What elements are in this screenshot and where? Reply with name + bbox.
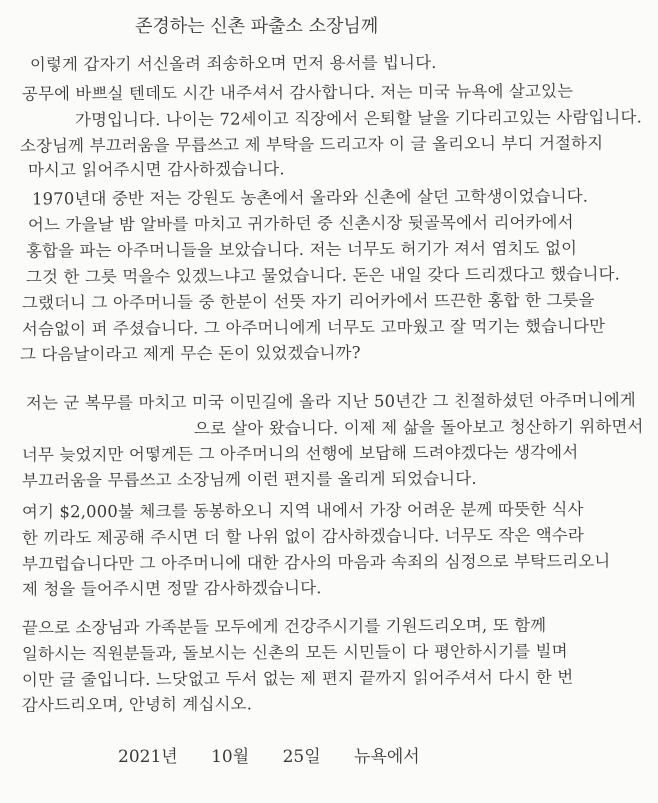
letter-date-year: 2021년: [118, 747, 178, 767]
letter-date-month: 10월: [211, 747, 250, 767]
letter-line: 이만 글 줄입니다. 느닷없고 두서 없는 제 편지 끝까지 읽어주셔서 다시 한 번: [21, 667, 574, 690]
letter-line: 공무에 바쁘실 텐데도 시간 내주셔서 감사합니다. 저는 미국 뉴욕에 살고있는: [21, 81, 574, 104]
letter-line: 너무 늦었지만 어떻게든 그 아주머니의 선행에 보답해 드려야겠다는 생각에서: [21, 442, 579, 465]
letter-line: 이렇게 갑자기 서신올려 죄송하오며 먼저 용서를 빕니다.: [29, 52, 437, 75]
letter-line: 그 다음날이라고 제게 무슨 돈이 있었겠습니까?: [19, 343, 361, 364]
letter-place: 뉴욕에서: [354, 747, 420, 767]
letter-line: 으로 살아 왔습니다. 이제 제 삶을 돌아보고 청산하기 위하면서: [193, 416, 644, 439]
letter-line: 일하시는 직원분들과, 돌보시는 신촌의 모든 시민들이 다 평안하시기를 빌며: [21, 641, 568, 664]
letter-line: 감사드리오며, 안녕히 계십시오.: [21, 694, 253, 715]
letter-line: 서슴없이 퍼 주셨습니다. 그 아주머니에게 너무도 고마웠고 잘 먹기는 했습니다만: [21, 316, 606, 339]
letter-line: 제 청을 들어주시면 정말 감사하겠습니다.: [21, 578, 322, 599]
letter-date-line: [118, 742, 448, 767]
letter-line: 마시고 읽어주시면 감사하겠습니다.: [27, 159, 285, 180]
letter-date-day: 25일: [282, 747, 321, 767]
letter-line: 저는 군 복무를 마치고 미국 이민길에 올라 지난 50년간 그 친절하셨던 아주머니에게: [25, 390, 636, 413]
letter-line: 그것 한 그릇 먹을수 있겠느냐고 물었습니다. 돈은 내일 갖다 드리겠다고 했습니다.: [25, 264, 621, 287]
letter-line: 소장님께 부끄러움을 무릅쓰고 제 부탁을 드리고자 이 글 올리오니 부디 거절하지: [19, 133, 604, 156]
letter-line: 가명입니다. 나이는 72세이고 직장에서 은퇴할 날을 기다리고있는 사람입니다.: [74, 107, 643, 130]
letter-line: 어느 가을날 밤 알바를 마치고 귀가하던 중 신촌시장 뒷골목에서 리어카에서: [27, 212, 574, 235]
letter-line: 끝으로 소장님과 가족분들 모두에게 건강주시기를 기원드리오며, 또 함께: [21, 615, 547, 638]
letter-line: 한 끼라도 제공해 주시면 더 할 나위 없이 감사하겠습니다. 너무도 작은 액수라: [21, 525, 584, 548]
letter-line: 부끄럽습니다만 그 아주머니에 대한 감사의 마음과 속죄의 심정으로 부탁드리오니: [21, 551, 611, 574]
letter-title: 존경하는 신촌 파출소 소장님께: [135, 16, 379, 37]
letter-line: 1970년대 중반 저는 강원도 농촌에서 올라와 신촌에 살던 고학생이었습니다.: [31, 186, 589, 209]
letter-line: 홍합을 파는 아주머니들을 보았습니다. 저는 너무도 허기가 져서 염치도 없이: [25, 238, 578, 261]
letter-line: 그랬더니 그 아주머니들 중 한분이 선뜻 자기 리어카에서 뜨끈한 홍합 한 그릇을: [21, 290, 595, 313]
letter-line: 여기 $2,000불 체크를 동봉하오니 지역 내에서 가장 어려운 분께 따뜻한 식사: [21, 499, 584, 522]
letter-line: 부끄러움을 무릅쓰고 소장님께 이런 편지를 올리게 되었습니다.: [21, 468, 477, 491]
